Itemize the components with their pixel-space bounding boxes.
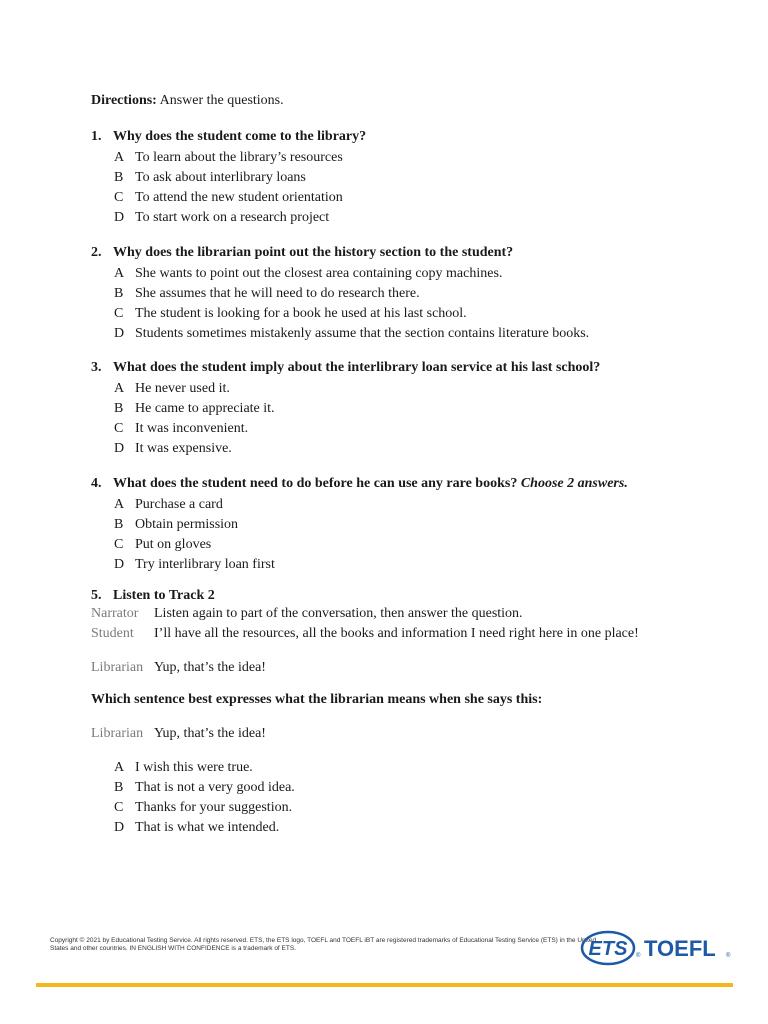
logo-registered-mark: ® (726, 953, 731, 959)
option-d[interactable]: D Try interlibrary loan first (114, 557, 275, 572)
directions-label: Directions: (91, 93, 157, 108)
directions-text: Answer the questions. (159, 93, 284, 108)
question-5 (91, 588, 215, 604)
option-a[interactable]: A She wants to point out the closest area containing copy machines. (114, 266, 503, 281)
question-3 (91, 360, 600, 459)
track-repeat (91, 724, 266, 744)
question-4 (91, 476, 628, 575)
option-b[interactable]: B That is not a very good idea. (114, 780, 295, 795)
speaker-label: Librarian (91, 660, 144, 675)
question-number: 1. (91, 129, 102, 144)
option-b[interactable]: B She assumes that he will need to do research there. (114, 286, 420, 301)
option-c[interactable]: C Thanks for your suggestion. (114, 800, 293, 815)
question-number: 3. (91, 360, 102, 375)
speaker-label: Narrator (91, 606, 139, 621)
question-1 (91, 129, 366, 228)
question-number: 5. (91, 588, 102, 603)
logo-toefl-text: TOEFL (644, 936, 716, 961)
speaker-label: Librarian (91, 726, 144, 741)
transcript-line (91, 658, 639, 678)
question-emphasis: Choose 2 answers. (520, 476, 628, 491)
option-d[interactable]: D To start work on a research project (114, 210, 330, 225)
logo-registered-mark: ® (636, 953, 641, 959)
speaker-text: Yup, that’s the idea! (154, 726, 266, 741)
option-a[interactable]: A Purchase a card (114, 497, 223, 512)
copyright-notice: Copyright © 2021 by Educational Testing Service. All rights reserved. ETS, the ETS logo, TOEFL and TOEFL iBT are registered trademarks of Educational Testing Service (ETS) in the United States and other countries. IN ENGLISH WITH CONFIDENCE is a trademark of ETS. (50, 937, 597, 952)
question-2 (91, 245, 589, 344)
question-stem: Listen to Track 2 (113, 588, 215, 603)
question-number: 2. (91, 245, 102, 260)
option-b[interactable]: B To ask about interlibrary loans (114, 170, 306, 185)
logo-ets-text: ETS (588, 938, 628, 960)
question-stem: What does the student need to do before he can use any rare books? (113, 476, 518, 491)
speaker-label: Student (91, 626, 134, 641)
option-c[interactable]: C The student is looking for a book he used at his last school. (114, 306, 467, 321)
question-5-options (91, 758, 295, 838)
speaker-text: Listen again to part of the conversation, then answer the question. (154, 606, 523, 621)
option-b[interactable]: B Obtain permission (114, 517, 239, 532)
option-a[interactable]: A He never used it. (114, 381, 230, 396)
question-number: 4. (91, 476, 102, 491)
speaker-text: Yup, that’s the idea! (154, 660, 266, 675)
option-b[interactable]: B He came to appreciate it. (114, 401, 275, 416)
option-a[interactable]: A To learn about the library’s resources (114, 150, 343, 165)
ets-toefl-logo (580, 926, 735, 968)
option-c[interactable]: C It was inconvenient. (114, 421, 249, 436)
option-a[interactable]: A I wish this were true. (114, 760, 253, 775)
transcript-line (91, 624, 639, 644)
question-stem: Why does the librarian point out the history section to the student? (113, 245, 514, 260)
option-c[interactable]: C Put on gloves (114, 537, 212, 552)
directions (91, 93, 284, 109)
transcript-line (91, 604, 639, 624)
question-stem: What does the student imply about the interlibrary loan service at his last school? (113, 360, 601, 375)
option-d[interactable]: D It was expensive. (114, 441, 232, 456)
track-transcript (91, 604, 639, 678)
option-d[interactable]: D Students sometimes mistakenly assume that the section contains literature books. (114, 326, 590, 341)
speaker-text: I’ll have all the resources, all the books and information I need right here in one place! (154, 626, 639, 641)
question-5-prompt: Which sentence best expresses what the librarian means when she says this: (91, 692, 543, 707)
footer-gold-rule (36, 983, 733, 987)
question-stem: Why does the student come to the library? (113, 129, 367, 144)
option-c[interactable]: C To attend the new student orientation (114, 190, 343, 205)
option-d[interactable]: D That is what we intended. (114, 820, 280, 835)
